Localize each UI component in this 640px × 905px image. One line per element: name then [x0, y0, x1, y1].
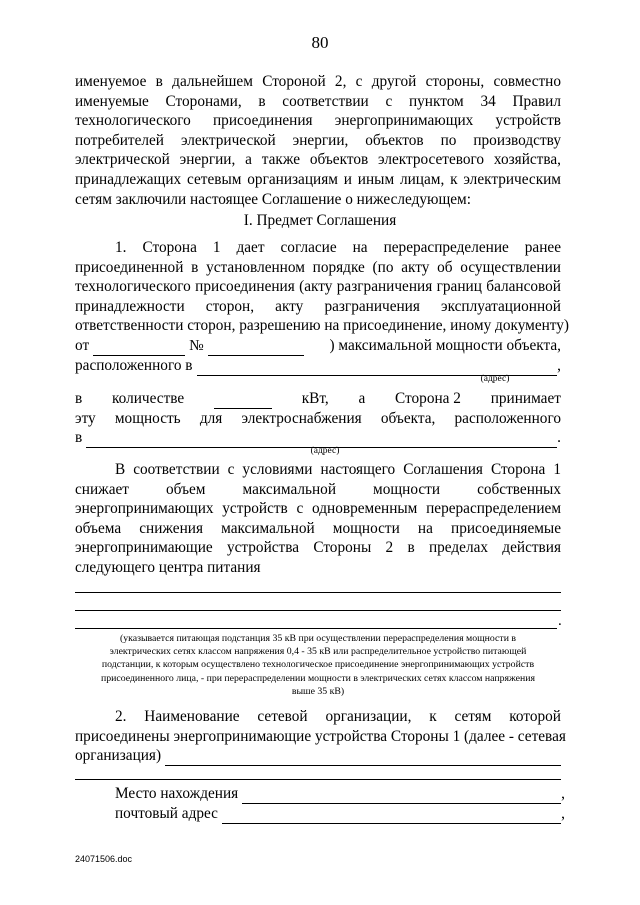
date-field[interactable] — [93, 341, 185, 356]
text-line: 2. Наименование сетевой организации, к сетям которой — [115, 708, 561, 725]
text-line: сетям заключили настоящее Соглашение о нижеследующем: — [75, 190, 471, 208]
text-line: следующего центра питания — [75, 558, 261, 576]
location-line — [115, 784, 565, 804]
note-line: (указывается питающая подстанция 35 кВ при осуществлении перераспределения мощности в — [119, 633, 517, 644]
text-line: электрической энергии, а также объектов электросетевого хозяйства, — [75, 151, 561, 169]
clause-1 — [75, 238, 570, 336]
in-address-line — [75, 428, 561, 448]
organization-name-field[interactable] — [165, 751, 561, 766]
document-number-field[interactable] — [208, 341, 304, 356]
period: . — [557, 429, 561, 446]
comma: , — [561, 805, 565, 822]
reduction-paragraph — [75, 460, 561, 578]
note-line: присоединенного лица, - при перераспределении мощности в электрических сетях классом напряжения — [100, 672, 536, 684]
note-line: электрических сетях классом напряжения 0,4 - 35 кВ или распределительное устройство питающей — [109, 646, 527, 658]
text-line: 1. Сторона 1 дает согласие на перераспределение ранее — [115, 239, 561, 256]
quantity-word: количестве — [112, 390, 185, 407]
located-label: расположенного в — [75, 357, 193, 374]
power-center-note — [95, 632, 541, 698]
in-label: в — [75, 429, 83, 446]
text-line: технологического присоединения энергопринимающих устройств — [75, 112, 561, 130]
kw-quantity-field[interactable] — [214, 394, 272, 409]
and-word: а — [358, 390, 366, 407]
text-line: принадлежащих сетевым организациям и иным лицам, к электрическим — [75, 170, 561, 188]
address-caption: (адрес) — [310, 446, 340, 456]
power-center-field-1[interactable] — [75, 592, 561, 593]
clause-2 — [75, 707, 566, 746]
accepts-word: принимает — [490, 390, 561, 407]
section-heading: I. Предмет Соглашения — [243, 212, 397, 229]
kw-unit: кВт, — [301, 390, 329, 407]
from-label: от — [75, 337, 90, 354]
organization-name-field-2[interactable] — [75, 779, 561, 780]
from-number-line — [75, 336, 561, 356]
page-number: 80 — [311, 33, 329, 52]
text-line: снижает объем максимальной мощности собственных — [75, 480, 561, 498]
postal-label: почтовый адрес — [115, 805, 218, 822]
text-line: ответственности сторон, разрешению на присоединение, иному документу) — [75, 317, 570, 335]
period: . — [558, 613, 562, 629]
address-caption: (адрес) — [480, 374, 510, 384]
power-line — [75, 409, 561, 429]
organization-line — [75, 746, 561, 766]
text-line: эту мощность для электроснабжения объекта, расположенного — [75, 410, 561, 427]
intro-paragraph — [75, 72, 561, 209]
text-line: присоединенной в установленном порядке (по акту об осуществлении — [75, 258, 561, 276]
note-line: подстанции, к которым осуществлено технологическое присоединение энергопринимающих устройств — [101, 659, 535, 671]
power-center-field-2[interactable] — [75, 610, 561, 611]
text-line: присоединены энергопринимающие устройства Стороны 1 (далее - сетевая — [75, 727, 566, 745]
quantity-line — [75, 389, 561, 409]
note-line: выше 35 кВ) — [291, 685, 345, 697]
number-label: № — [189, 337, 204, 354]
comma: , — [557, 357, 561, 374]
text-line: именуемое в дальнейшем Стороной 2, с другой стороны, совместно — [75, 73, 561, 90]
location-field[interactable] — [242, 789, 561, 804]
organization-label: организация) — [75, 747, 162, 764]
text-line: энергопринимающие устройства Стороны 2 в пределах действия — [75, 539, 561, 557]
postal-line — [115, 804, 565, 824]
text-line: принадлежности сторон, акту разграничения эксплуатационной — [75, 297, 561, 315]
text-line: энергопринимающих устройств с одновременным перераспределением — [75, 500, 561, 518]
in-word: в — [75, 390, 83, 407]
footer-filename: 24071506.doc — [75, 854, 133, 864]
postal-address-field[interactable] — [222, 809, 561, 824]
side-2-word: Сторона 2 — [395, 390, 461, 407]
located-line — [75, 356, 561, 376]
comma: , — [561, 785, 565, 802]
text-line: объема снижения максимальной мощности на присоединяемые — [75, 519, 561, 537]
power-center-field-3[interactable] — [75, 628, 557, 629]
text-line: именуемые Сторонами, в соответствии с пунктом 34 Правил — [75, 92, 561, 110]
text-line: технологического присоединения (акту разграничения границ балансовой — [75, 278, 561, 296]
text-line: В соответствии с условиями настоящего Соглашения Сторона 1 — [115, 461, 561, 478]
text-line: потребителей электрической энергии, объектов по производству — [75, 131, 561, 149]
from-tail-text: ) максимальной мощности объекта, — [329, 337, 561, 354]
location-label: Место нахождения — [115, 785, 239, 802]
